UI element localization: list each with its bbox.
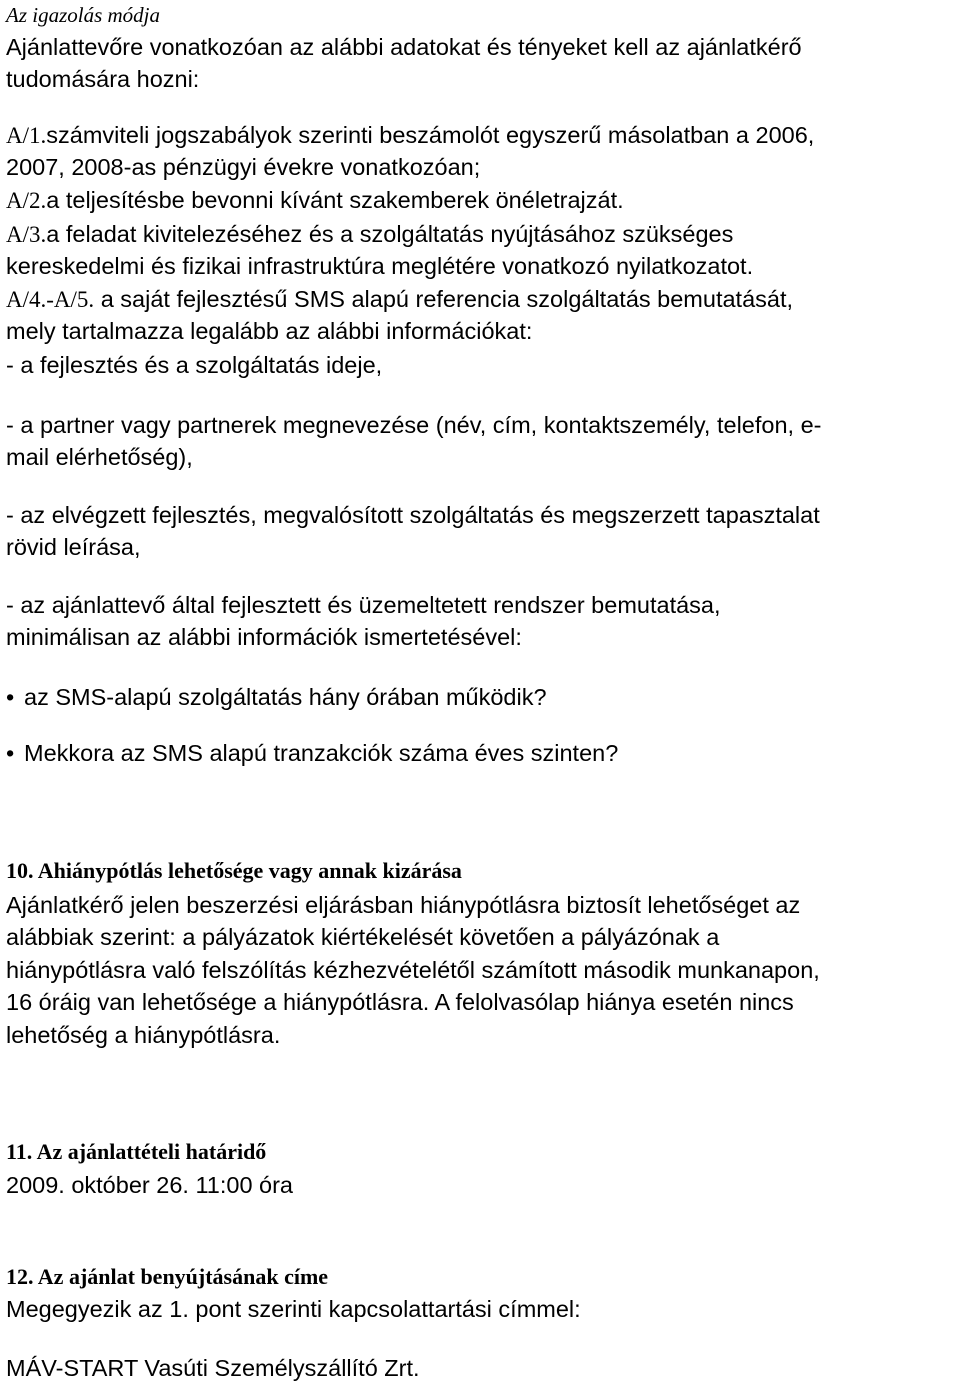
section-10-line-2: alábbiak szerint: a pályázatok kiértékelését követően a pályázónak a <box>6 924 720 950</box>
bullet-item-hours <box>6 682 547 712</box>
item-a1-label: A/1. <box>6 123 47 148</box>
item-a45-line-2: mely tartalmazza legalább az alábbi információkat: <box>6 318 533 344</box>
detail-system-line-1: - az ajánlattevő által fejlesztett és üzemeltetett rendszer bemutatása, <box>6 592 721 618</box>
bullet-icon: • <box>6 684 15 710</box>
detail-partner-line-2: mail elérhetőség), <box>6 444 193 470</box>
detail-time: - a fejlesztés és a szolgáltatás ideje, <box>6 352 383 378</box>
caption: Az igazolás módja <box>6 3 161 27</box>
item-a45-label: A/4.-A/5. <box>6 287 95 312</box>
item-a3-text: a feladat kivitelezéséhez és a szolgáltatás nyújtásához szükséges <box>46 221 734 247</box>
bullet-item-transactions <box>6 738 618 768</box>
intro-line-2: tudomására hozni: <box>6 66 200 92</box>
item-a1-line-2: 2007, 2008-as pénzügyi évekre vonatkozóan; <box>6 154 481 180</box>
item-a1-text: számviteli jogszabályok szerinti beszámolót egyszerű másolatban a 2006, <box>46 122 815 148</box>
section-10-line-5: lehetőség a hiánypótlásra. <box>6 1022 281 1048</box>
detail-system-line-2: minimálisan az alábbi információk ismertetésével: <box>6 624 522 650</box>
bullet-text-transactions: Mekkora az SMS alapú tranzakciók száma éves szinten? <box>24 740 619 766</box>
detail-development-line-2: rövid leírása, <box>6 534 141 560</box>
item-a2-text: a teljesítésbe bevonni kívánt szakemberek önéletrajzát. <box>46 187 624 213</box>
item-a3-line-2: kereskedelmi és fizikai infrastruktúra meglétére vonatkozó nyilatkozatot. <box>6 253 754 279</box>
section-10-line-1: Ajánlatkérő jelen beszerzési eljárásban hiánypótlásra biztosít lehetőséget az <box>6 892 801 918</box>
item-a3-line-1 <box>6 219 733 250</box>
section-12-address-note: Megegyezik az 1. pont szerinti kapcsolattartási címmel: <box>6 1296 581 1322</box>
item-a45-line-1 <box>6 284 793 315</box>
section-10-line-3: hiánypótlásra való felszólítás kézhezvételétől számított második munkanapon, <box>6 957 820 983</box>
item-a2 <box>6 185 624 216</box>
section-10-line-4: 16 óráig van lehetősége a hiánypótlásra. A felolvasólap hiánya esetén nincs <box>6 989 794 1015</box>
section-11-heading: 11. Az ajánlattételi határidő <box>6 1139 267 1164</box>
item-a2-label: A/2. <box>6 188 47 213</box>
section-10-heading: 10. Ahiánypótlás lehetősége vagy annak kizárása <box>6 858 462 883</box>
item-a3-label: A/3. <box>6 222 47 247</box>
bullet-icon: • <box>6 740 15 766</box>
section-11-deadline: 2009. október 26. 11:00 óra <box>6 1172 294 1198</box>
bullet-text-hours: az SMS-alapú szolgáltatás hány órában működik? <box>24 684 547 710</box>
section-12-company: MÁV-START Vasúti Személyszállító Zrt. <box>6 1355 420 1381</box>
detail-development-line-1: - az elvégzett fejlesztés, megvalósított szolgáltatás és megszerzett tapasztalat <box>6 502 820 528</box>
item-a45-text: a saját fejlesztésű SMS alapú referencia szolgáltatás bemutatását, <box>94 286 794 312</box>
intro-line-1: Ajánlattevőre vonatkozóan az alábbi adatokat és tényeket kell az ajánlatkérő <box>6 34 802 60</box>
detail-partner-line-1: - a partner vagy partnerek megnevezése (név, cím, kontaktszemély, telefon, e- <box>6 412 822 438</box>
item-a1-line-1 <box>6 120 814 151</box>
section-12-heading: 12. Az ajánlat benyújtásának címe <box>6 1264 329 1289</box>
